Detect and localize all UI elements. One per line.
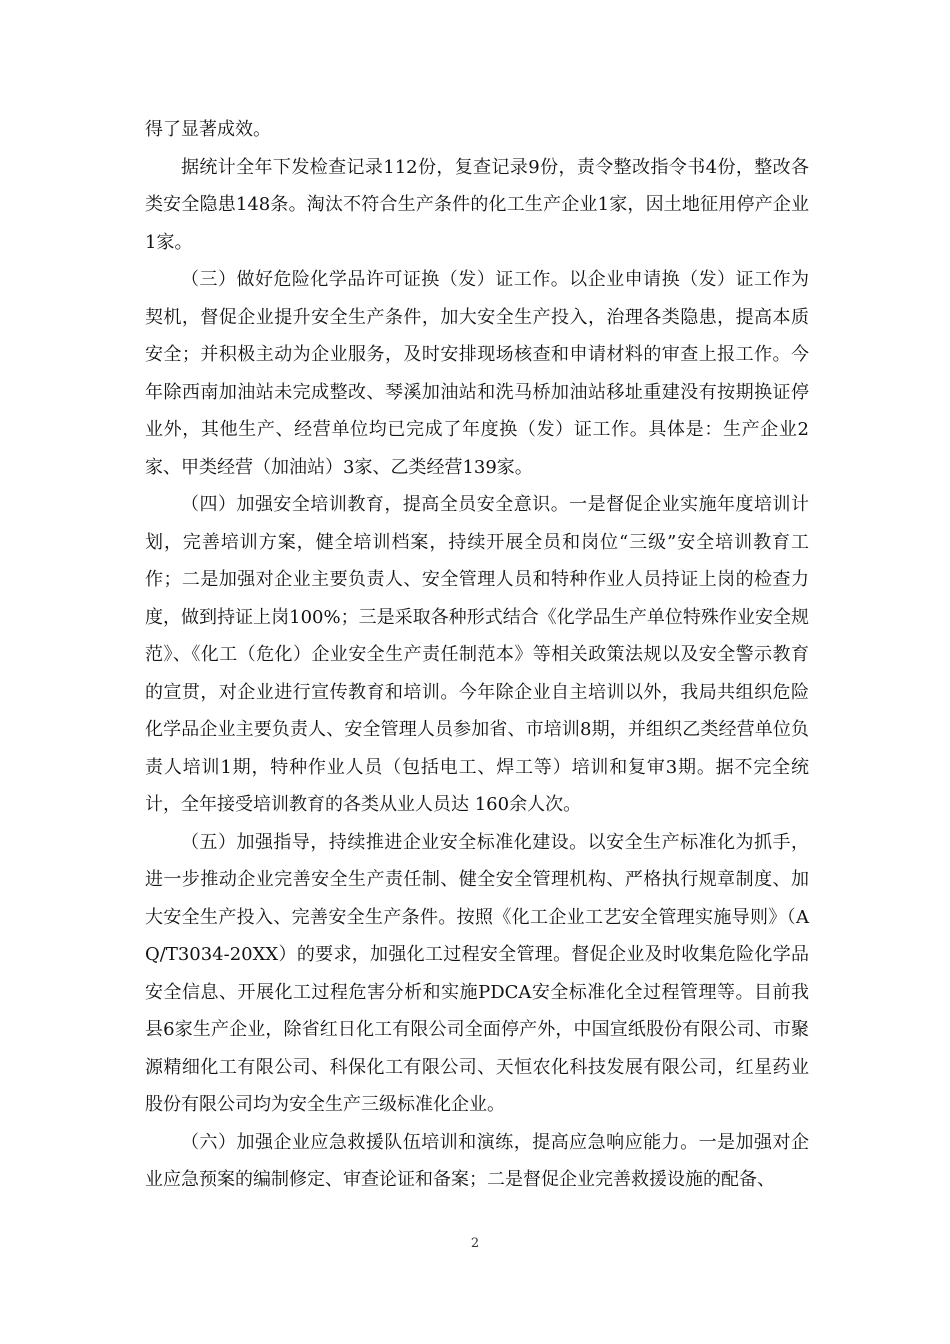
body-text <box>145 111 809 1199</box>
page-number: 2 <box>470 1236 480 1251</box>
paragraph-section-4: （四）加强安全培训教育，提高全员安全意识。一是督促企业实施年度培训计划，完善培训方案，健全培训档案，持续开展全员和岗位“三级”安全培训教育工作；二是加强对企业主要负责人、安全管理人员和特种作业人员持证上岗的检查力度，做到持证上岗100%；三是采取各种形式结合《化学品生产单位特殊作业安全规范》、《化工（危化）企业安全生产责任制范本》等相关政策法规以及安全警示教育的宣贯，对企业进行宣传教育和培训。今年除企业自主培训以外，我局共组织危险化学品企业主要负责人、安全管理人员参加省、市培训8期，并组织乙类经营单位负责人培训1期，特种作业人员（包括电工、焊工等）培训和复审3期。据不完全统计，全年接受培训教育的各类从业人员达 160余人次。 <box>145 494 809 815</box>
paragraph-statistics: 据统计全年下发检查记录112份，复查记录9份，责令整改指令书4份，整改各类安全隐患148条。淘汰不符合生产条件的化工生产企业1家，因土地征用停产企业1家。 <box>145 156 809 253</box>
paragraph-section-3: （三）做好危险化学品许可证换（发）证工作。以企业申请换（发）证工作为契机，督促企业提升安全生产条件，加大安全生产投入，治理各类隐患，提高本质安全；并积极主动为企业服务，及时安排现场核查和申请材料的审查上报工作。今年除西南加油站未完成整改、琴溪加油站和洗马桥加油站移址重建没有按期换证停业外，其他生产、经营单位均已完成了年度换（发）证工作。具体是：生产企业2家、甲类经营（加油站）3家、乙类经营139家。 <box>145 269 809 478</box>
paragraph-continuation: 得了显著成效。 <box>145 119 271 140</box>
paragraph-section-5: （五）加强指导，持续推进企业安全标准化建设。以安全生产标准化为抓手，进一步推动企业完善安全生产责任制、健全安全管理机构、严格执行规章制度、加大安全生产投入、完善安全生产条件。按照《化工企业工艺安全管理实施导则》（AQ/T3034-20XX）的要求，加强化工过程安全管理。督促企业及时收集危险化学品安全信息、开展化工过程危害分析和实施PDCA安全标准化全过程管理等。目前我县6家生产企业，除省红日化工有限公司全面停产外，中国宣纸股份有限公司、市聚源精细化工有限公司、科保化工有限公司、天恒农化科技发展有限公司，红星药业股份有限公司均为安全生产三级标准化企业。 <box>145 831 809 1115</box>
paragraph-section-6: （六）加强企业应急救援队伍培训和演练，提高应急响应能力。一是加强对企业应急预案的编制修定、审查论证和备案；二是督促企业完善救援设施的配备、 <box>145 1131 809 1190</box>
